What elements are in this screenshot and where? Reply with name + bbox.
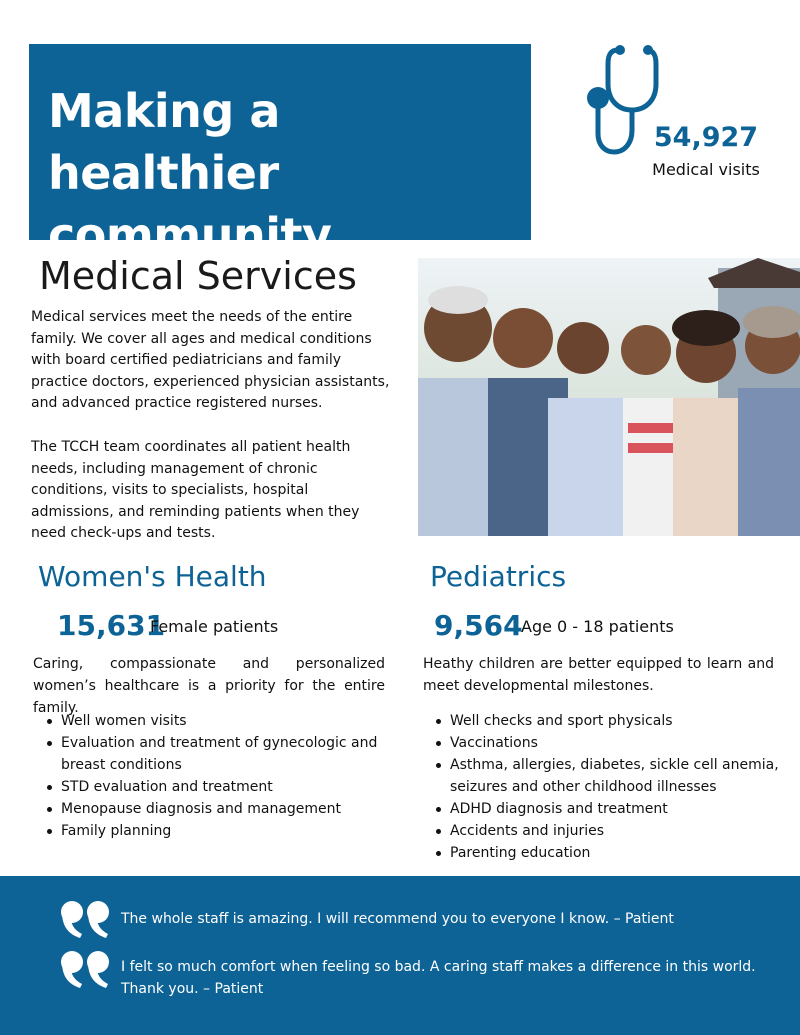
testimonial-text: The whole staff is amazing. I will recommend you to everyone I know. – Patient xyxy=(121,911,674,927)
quote-icon xyxy=(60,900,112,940)
pediatric-patients-label: Age 0 - 18 patients xyxy=(521,617,674,636)
list-item: ADHD diagnosis and treatment xyxy=(422,798,782,820)
medical-visits-label: Medical visits xyxy=(652,160,760,179)
list-item: Accidents and injuries xyxy=(422,820,782,842)
female-patients-count: 15,631 xyxy=(57,609,166,642)
pediatric-patients-count: 9,564 xyxy=(434,609,523,642)
quote-icon xyxy=(60,950,112,990)
female-patients-label: Female patients xyxy=(150,617,279,636)
list-item: Vaccinations xyxy=(422,732,782,754)
list-item: Evaluation and treatment of gynecologic and breast conditions xyxy=(33,732,393,776)
womens-health-description: Caring, compassionate and personalized women’s healthcare is a priority for the entire family. xyxy=(33,656,385,716)
womens-health-list xyxy=(33,710,393,842)
list-item: Parenting education xyxy=(422,842,782,864)
services-paragraph: Medical services meet the needs of the entire family. We cover all ages and medical conditions with board certified pediatricians and family practice doctors, experienced physician assistants, and advanced practice registered nurses. xyxy=(31,309,390,411)
section-title-medical-services: Medical Services xyxy=(39,254,357,298)
list-item: STD evaluation and treatment xyxy=(33,776,393,798)
testimonial-text: I felt so much comfort when feeling so bad. A caring staff makes a difference in this world. Thank you. – Patient xyxy=(121,959,756,997)
list-item: Family planning xyxy=(33,820,393,842)
list-item: Well checks and sport physicals xyxy=(422,710,782,732)
family-photo xyxy=(418,258,800,536)
section-title-pediatrics: Pediatrics xyxy=(430,560,567,593)
pediatrics-description: Heathy children are better equipped to learn and meet developmental milestones. xyxy=(423,656,774,694)
list-item: Menopause diagnosis and management xyxy=(33,798,393,820)
pediatrics-list xyxy=(422,710,782,864)
services-paragraph: The TCCH team coordinates all patient health needs, including management of chronic conditions, visits to specialists, hospital admissions, and reminding patients when they need check-ups and tests. xyxy=(31,439,360,541)
list-item: Well women visits xyxy=(33,710,393,732)
section-title-womens-health: Women's Health xyxy=(38,560,267,593)
medical-visits-count: 54,927 xyxy=(653,122,759,153)
list-item: Asthma, allergies, diabetes, sickle cell anemia, seizures and other childhood illnesses xyxy=(422,754,782,798)
page-title: Making a healthier community xyxy=(48,84,332,262)
